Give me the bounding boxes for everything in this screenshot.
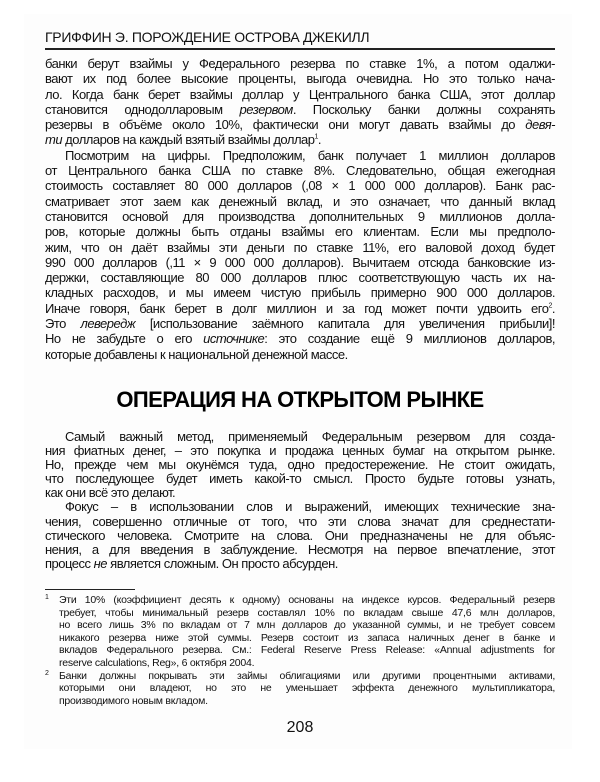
text-run: стоимость составляет 80 000 долларов (,08 × 1 000 000 долларов). Банк рас- [45, 178, 555, 194]
text-line [45, 529, 555, 543]
text-line [45, 132, 555, 147]
italic-text: резервом [239, 101, 293, 117]
text-run: долларов на каждый взятый взаймы доллар [62, 132, 315, 148]
text-line [45, 148, 555, 163]
footnote-text: вкладов Федерального резерва. См.: Federal Reserve Press Release: «Annual adjustments for [59, 644, 555, 657]
text-run: Самый важный метод, применяемый Федеральным резервом для созда- [65, 429, 555, 444]
running-head: ГРИФФИН Э. ПОРОЖДЕНИЕ ОСТРОВА ДЖЕКИЛЛ [45, 29, 370, 45]
footnote-text: но всего лишь 3% по вкладам от 7 млн долларов до указанной суммы, и не требует совсем [59, 619, 555, 632]
text-line [45, 194, 555, 209]
text-run: Посмотрим на цифры. Предположим, банк получает 1 миллион долларов [65, 147, 555, 163]
text-line [45, 209, 555, 224]
text-line [45, 87, 555, 102]
text-run: вают их под более высокие проценты, выгода очевидна. Но это только нача- [45, 71, 555, 87]
text-line [45, 444, 555, 458]
footnote-line [45, 594, 555, 607]
text-run: . [551, 300, 555, 316]
footnote-line [45, 695, 555, 708]
italic-text: девя- [525, 117, 555, 133]
footnote-rule [45, 589, 135, 590]
text-line [45, 102, 555, 117]
text-line [45, 285, 555, 300]
text-run: ров, которые должны быть отданы взаймы его клиентам. Если мы предполо- [45, 224, 555, 240]
text-line [45, 255, 555, 270]
text-run: жим, что он даёт взаймы эти деньги по ставке 11%, его валовой доход будет [45, 239, 555, 255]
footnote-text: производимого новым вкладом. [59, 694, 208, 707]
text-run: становится основой для производства дополнительных 9 миллионов долла- [45, 208, 555, 224]
text-run: 990 000 долларов (,11 × 9 000 000 долларов). Вычитаем отсюда банковские из- [45, 254, 555, 270]
text-run: ло. Когда банк берет взаймы доллар у Центрального банка США, этот доллар [45, 86, 555, 102]
text-line [45, 270, 555, 285]
text-line [45, 515, 555, 529]
footnote-text: Банки должны покрывать эти займы облигациями или другими процентными активами, [59, 669, 555, 682]
text-line [45, 117, 555, 132]
footnote-line [45, 644, 555, 657]
text-run: от Центрального банка США по ставке 8%. Следовательно, общая ежегодная [45, 163, 555, 179]
text-run: . Поскольку банки должны сохранять [292, 101, 555, 117]
text-run: : это создание ещё 9 миллионов долларов, [264, 331, 555, 347]
footnote-line [45, 607, 555, 620]
text-line [45, 240, 555, 255]
footnote-ref: 2 [548, 302, 552, 310]
text-run: стического человека. Смотрите на слова. Они предназначены не для объяс- [45, 527, 555, 543]
footnote-line [45, 670, 555, 683]
text-run: сматривает этот заем как денежный вклад, и это означает, что данный вклад [45, 193, 555, 209]
footnote-text: которыми они владеют, но это не уменьшает эффекта денежного мультипликатора, [59, 682, 555, 695]
text-line [45, 543, 555, 557]
text-run: резервы в объёме около 10%, фактически они могут давать взаймы до [45, 117, 526, 133]
text-run: что последующее будет иметь какой-то смысл. Просто будьте готовы узнать, [45, 471, 555, 487]
text-line [45, 178, 555, 193]
footnote-text: reserve calculations, Reg», 6 октября 2004. [59, 656, 255, 669]
text-run: Фокус – в использовании слов и выражений, имеющих технические зна- [65, 499, 555, 515]
footnote-number: 2 [45, 669, 49, 677]
footnote-text: требует, чтобы минимальный резерв составлял 10% по вкладам свыше 47,6 млн долларов, [59, 606, 555, 619]
text-line [45, 71, 555, 86]
footnote-text: никакого резерва ниже этой суммы. Резерв состоит из запаса наличных денег в банке и [59, 631, 555, 644]
paragraph-block-1 [45, 56, 555, 362]
footnote-line [45, 619, 555, 632]
text-run: [использование заёмного капитала для увеличения прибыли]! [135, 316, 555, 332]
text-run: процесс [45, 555, 94, 571]
footnote-number: 1 [45, 594, 49, 601]
text-run: Но, прежде чем мы окунёмся туда, одно предостережение. Не стоит ожидать, [45, 457, 555, 473]
text-line [45, 163, 555, 178]
italic-text: не [93, 555, 108, 571]
text-run: Но не забудьте о его [45, 331, 204, 347]
text-line [45, 316, 555, 331]
text-line [45, 347, 555, 362]
italic-text: ти [45, 132, 63, 148]
text-run: кладных расходов, и мы имеем чистую прибыль примерно 900 000 долларов. [45, 285, 555, 301]
text-run: банки берут взаймы у Федерального резерва по ставке 1%, а потом одалжи- [45, 56, 555, 71]
section-heading: ОПЕРАЦИЯ НА ОТКРЫТОМ РЫНКЕ [116, 387, 484, 412]
header-rule [45, 48, 555, 50]
footnotes [45, 594, 555, 707]
text-run: нения, а для введения в заблуждение. Несмотря на первое впечатление, этот [45, 541, 555, 557]
text-run: становится однодолларовым [45, 101, 240, 117]
text-run: Это [45, 316, 81, 332]
text-run: ния фиатных денег, – это покупка и продажа ценных бумаг на открытом рынке. [45, 443, 555, 459]
paragraph-block-2 [45, 430, 555, 571]
text-line [45, 458, 555, 472]
footnote-line [45, 657, 555, 670]
footnote-ref: 1 [314, 134, 318, 142]
italic-text: источнике [203, 331, 265, 347]
text-run: как они всё это делают. [45, 485, 176, 501]
text-run: которые добавлены к национальной денежной массе. [45, 346, 348, 362]
footnote-line [45, 682, 555, 695]
italic-text: левередж [80, 316, 136, 332]
text-line [45, 56, 555, 71]
page-number: 208 [286, 719, 314, 736]
text-run: . [317, 132, 322, 148]
text-line [45, 472, 555, 486]
text-line [45, 224, 555, 239]
text-line [45, 557, 555, 571]
footnote-line [45, 632, 555, 645]
text-run: является сложным. Он просто абсурден. [107, 555, 338, 571]
text-line [45, 430, 555, 444]
text-run: чения, совершенно отличные от того, что эти слова значат для среднестати- [45, 513, 555, 529]
text-line [45, 486, 555, 500]
text-line [45, 301, 555, 316]
text-run: держки, составляющие 80 000 долларов плюс соответствующую часть их на- [45, 270, 555, 286]
footnote-text: Эти 10% (коэффициент десять к одному) основаны на индексе курсов. Федеральный резерв [59, 594, 555, 606]
text-run: Иначе говоря, банк берет в долг миллион и за год может почти удвоить его [45, 300, 549, 316]
text-line [45, 331, 555, 346]
text-line [45, 500, 555, 514]
